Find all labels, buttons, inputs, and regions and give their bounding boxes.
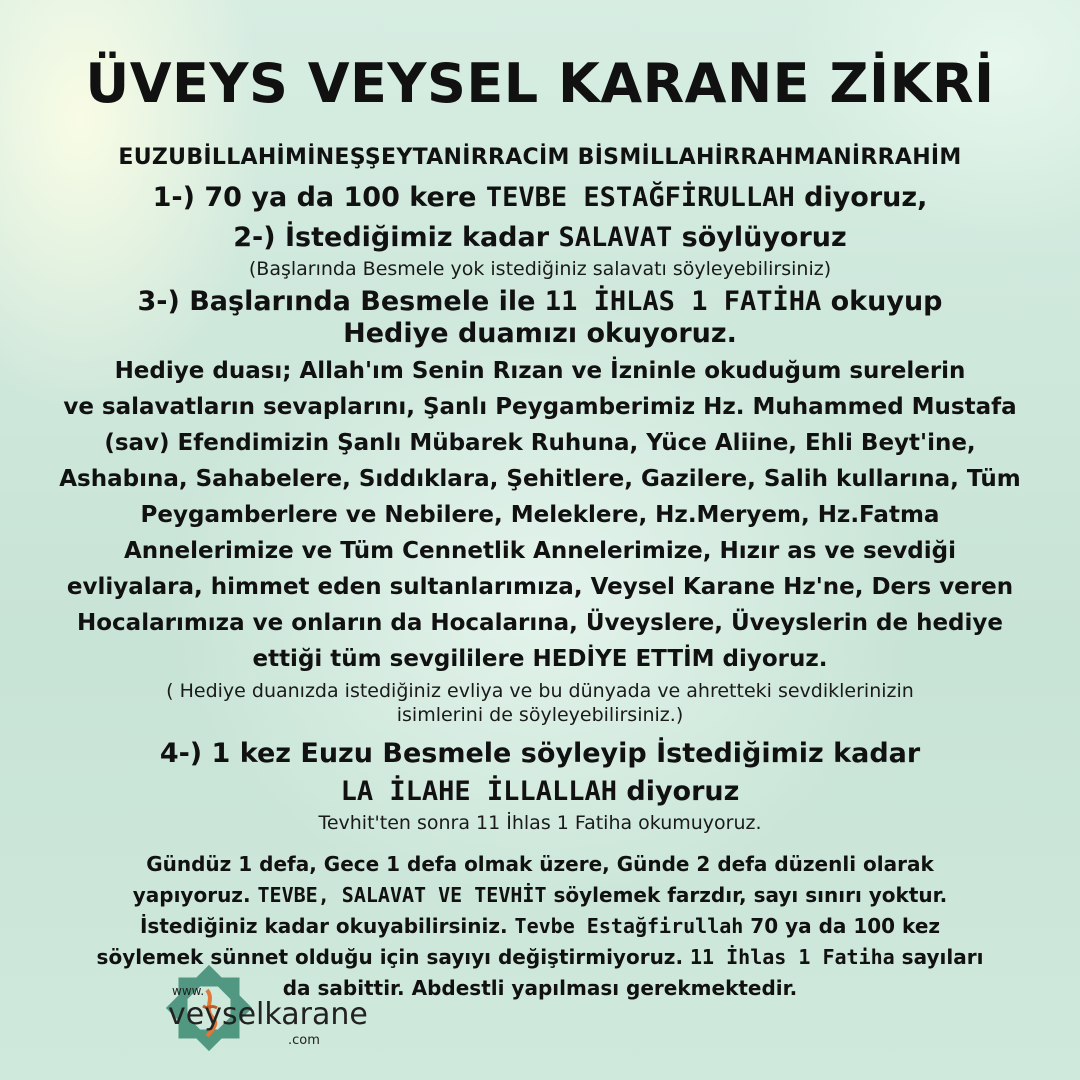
logo-com: .com <box>288 1033 320 1048</box>
step-2-pre: 2-) İstediğimiz kadar <box>233 222 559 253</box>
step-4-note: Tevhit'ten sonra 11 İhlas 1 Fatiha okumuyoruz. <box>318 812 762 834</box>
hediye-line: evliyalara, himmet eden sultanlarımıza, Veysel Karane Hz'ne, Ders veren <box>66 574 1014 600</box>
hediye-line: Peygamberlere ve Nebilere, Meleklere, Hz.Meryem, Hz.Fatma <box>140 502 940 528</box>
logo-www: www. <box>172 984 205 998</box>
final-bold: 11 İhlas 1 Fatiha <box>690 945 895 969</box>
logo-name: veyselkarane <box>168 997 368 1032</box>
step-1-post: diyoruz, <box>794 182 928 213</box>
hediye-line: Hocalarımıza ve onların da Hocalarına, Üveyslere, Üveyslerin de hediye <box>77 610 1003 636</box>
final-text: İstediğiniz kadar okuyabilirsiniz. <box>139 914 515 938</box>
final-bold: TEVBE, SALAVAT VE TEVHİT <box>257 883 547 907</box>
step-2-note: (Başlarında Besmele yok istediğiniz salavatı söyleyebilirsiniz) <box>248 258 832 280</box>
final-text: yapıyoruz. <box>132 883 258 907</box>
final-text: sayıları <box>894 945 984 969</box>
step-3-line-2: Hediye duamızı okuyoruz. <box>343 318 737 349</box>
final-line <box>20 914 1060 938</box>
hediye-note-line: ( Hediye duanızda istediğiniz evliya ve bu dünyada ve ahretteki sevdiklerinizin <box>166 680 914 702</box>
hediye-line: ettiği tüm sevgililere HEDİYE ETTİM diyoruz. <box>252 646 828 672</box>
step-3-post: okuyup <box>821 286 943 317</box>
step-2-post: söylüyoruz <box>672 222 847 253</box>
hediye-note-line: isimlerini de söyleyebilirsiniz.) <box>396 704 684 726</box>
final-text: söylemek farzdır, sayı sınırı yoktur. <box>546 883 948 907</box>
step-3-pre: 3-) Başlarında Besmele ile <box>137 286 545 317</box>
hediye-line: Annelerimize ve Tüm Cennetlik Annelerimize, Hızır as ve sevdiği <box>123 538 957 564</box>
step-2-bold: SALAVAT <box>558 222 673 253</box>
subtitle: EUZUBİLLAHİMİNEŞŞEYTANİRRACİM BİSMİLLAHİRRAHMANİRRAHİM <box>118 145 962 170</box>
step-4-bold: LA İLAHE İLLALLAH <box>340 776 617 807</box>
step-3 <box>20 286 1060 317</box>
step-4-post: diyoruz <box>616 776 740 807</box>
final-bold: Tevbe Estağfirullah <box>514 914 744 938</box>
step-4: 4-) 1 kez Euzu Besmele söyleyip İstediğimiz kadar <box>159 738 921 769</box>
final-text: 70 ya da 100 kez <box>743 914 941 938</box>
final-line: Gündüz 1 defa, Gece 1 defa olmak üzere, Günde 2 defa düzenli olarak <box>146 852 934 876</box>
step-1-pre: 1-) 70 ya da 100 kere <box>152 182 486 213</box>
hediye-line: Hediye duası; Allah'ım Senin Rızan ve İzninle okuduğum surelerin <box>114 358 966 384</box>
hediye-line: (sav) Efendimizin Şanlı Mübarek Ruhuna, Yüce Aliine, Ehli Beyt'ine, <box>104 430 976 456</box>
step-3-bold: 11 İHLAS 1 FATİHA <box>544 286 822 317</box>
hediye-line: Ashabına, Sahabelere, Sıddıklara, Şehitlere, Gazilere, Salih kullarına, Tüm <box>59 466 1021 492</box>
step-4-line-2 <box>20 776 1060 807</box>
final-text: söylemek sünnet olduğu için sayıyı değiştirmiyoruz. <box>96 945 691 969</box>
hediye-line: ve salavatların sevaplarını, Şanlı Peygamberimiz Hz. Muhammed Mustafa <box>63 394 1017 420</box>
step-2 <box>20 222 1060 253</box>
step-1 <box>20 182 1060 213</box>
final-line <box>20 883 1060 907</box>
final-line: da sabittir. Abdestli yapılması gerekmektedir. <box>282 976 798 1000</box>
step-1-bold: TEVBE ESTAĞFİRULLAH <box>485 182 795 213</box>
page-title: ÜVEYS VEYSEL KARANE ZİKRİ <box>85 52 995 115</box>
